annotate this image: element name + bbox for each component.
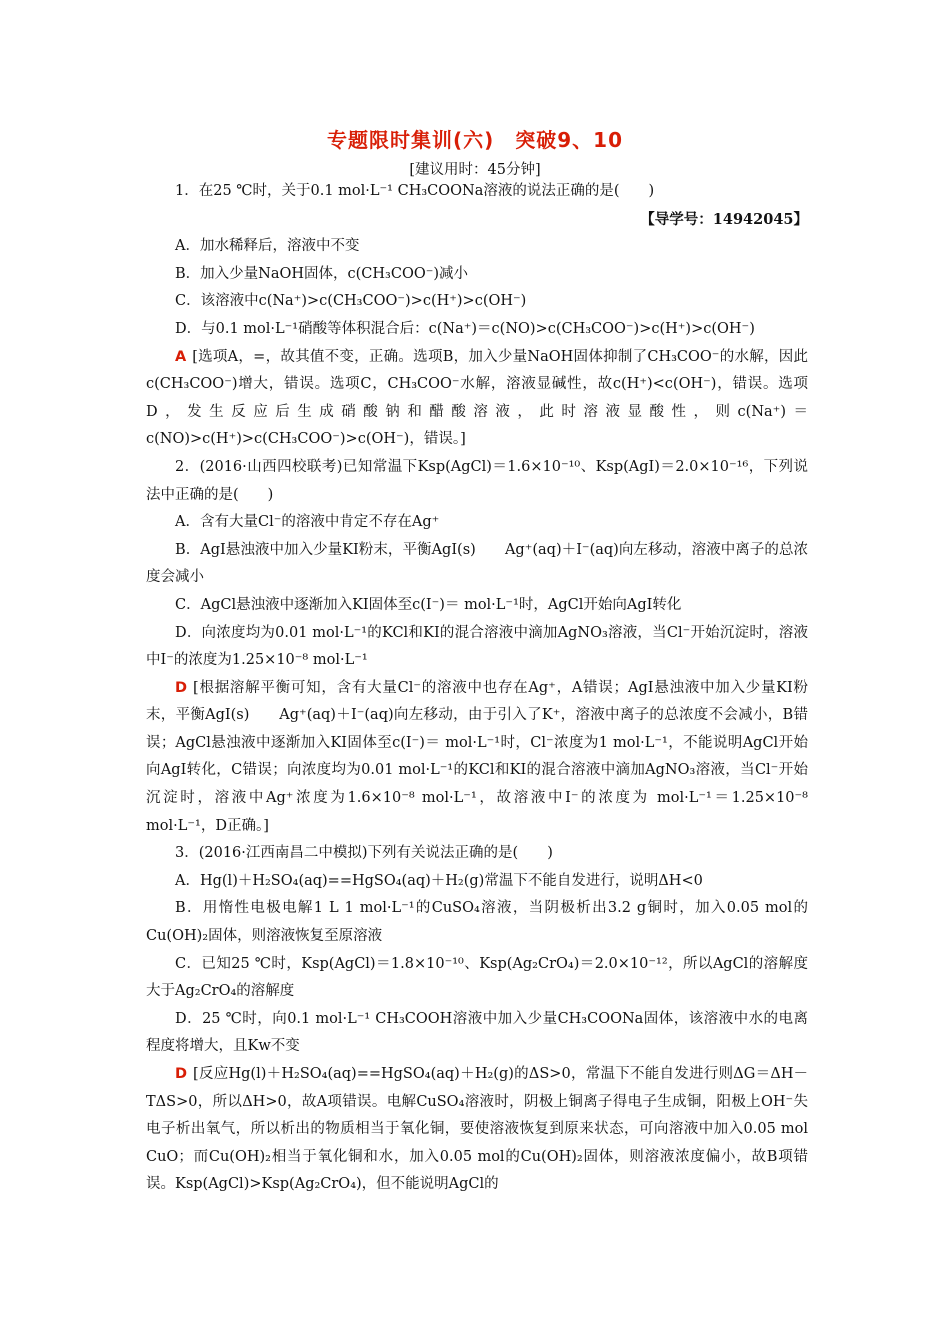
question-line: A．含有大量Cl⁻的溶液中肯定不存在Ag⁺ — [175, 514, 440, 531]
answer-letter: A — [175, 348, 187, 365]
answer-text: [根据溶解平衡可知，含有大量Cl⁻的溶液中也存在Ag⁺，A错误；AgI悬浊液中加入少量KI粉末，平衡AgI(s) Ag⁺(aq)＋I⁻(aq)向左移动，由于引入了K⁺，溶液中离子的总浓度不会减小，B错误；AgCl悬浊液中逐渐加入KI固体至c(I⁻)＝ mol·L⁻¹时，Cl⁻浓度为1 mol·L⁻¹，不能说明AgCl开始向AgI转化，C错误；向浓度均为0.01 mol·L⁻¹的KCl和KI的混合溶液中滴加AgNO₃溶液，当Cl⁻开始沉淀时，溶液中Ag⁺浓度为1.6×10⁻⁸ mol·L⁻¹，故溶液中I⁻的浓度为 mol·L⁻¹＝1.25×10⁻⁸ mol·L⁻¹，D正确。] — [146, 679, 808, 834]
question-line: A．加水稀释后，溶液中不变 — [175, 238, 360, 255]
question-line: C．该溶液中c(Na⁺)>c(CH₃COO⁻)>c(H⁺)>c(OH⁻) — [175, 293, 527, 310]
page-title: 专题限时集训(六) 突破9、10 — [326, 128, 624, 152]
question-line: D．与0.1 mol·L⁻¹硝酸等体积混合后：c(Na⁺)＝c(NO)>c(CH₃COO⁻)>c(H⁺)>c(OH⁻) — [175, 320, 755, 337]
question-line: 2．(2016·山西四校联考)已知常温下Ksp(AgCl)＝1.6×10⁻¹⁰、Ksp(AgI)＝2.0×10⁻¹⁶，下列说法中正确的是( ) — [146, 458, 808, 503]
answer-text: [选项A，=，故其值不变，正确。选项B，加入少量NaOH固体抑制了CH₃COO⁻的水解，因此c(CH₃COO⁻)增大，错误。选项C，CH₃COO⁻水解，溶液显碱性，故c(H⁺)<c(OH⁻)，错误。选项D，发生反应后生成硝酸钠和醋酸溶液，此时溶液显酸性，则c(Na⁺)＝c(NO)>c(H⁺)>c(CH₃COO⁻)>c(OH⁻)，错误。] — [146, 348, 808, 448]
question-line: A．Hg(l)＋H₂SO₄(aq)==HgSO₄(aq)＋H₂(g)常温下不能自发进行，说明ΔH<0 — [175, 872, 703, 889]
question-line: B．AgI悬浊液中加入少量KI粉末，平衡AgI(s) Ag⁺(aq)＋I⁻(aq)向左移动，溶液中离子的总浓度会减小 — [146, 541, 808, 586]
suggested-time: [建议用时：45分钟] — [409, 162, 541, 178]
answer-explanation — [146, 675, 808, 841]
question-line: B．加入少量NaOH固体，c(CH₃COO⁻)减小 — [175, 265, 469, 282]
answer-explanation — [146, 1061, 808, 1199]
question-line: 3．(2016·江西南昌二中模拟)下列有关说法正确的是( ) — [175, 845, 553, 862]
question-line: D．向浓度均为0.01 mol·L⁻¹的KCl和KI的混合溶液中滴加AgNO₃溶液，当Cl⁻开始沉淀时，溶液中I⁻的浓度为1.25×10⁻⁸ mol·L⁻¹ — [146, 624, 808, 669]
question-content — [146, 178, 808, 1199]
answer-letter: D — [175, 679, 188, 696]
question-line: 1．在25 ℃时，关于0.1 mol·L⁻¹ CH₃COONa溶液的说法正确的是( ) — [175, 183, 655, 199]
question-line: C．AgCl悬浊液中逐渐加入KI固体至c(I⁻)＝ mol·L⁻¹时，AgCl开始向AgI转化 — [175, 596, 682, 613]
answer-explanation — [146, 344, 808, 454]
answer-text: [反应Hg(l)＋H₂SO₄(aq)==HgSO₄(aq)＋H₂(g)的ΔS>0，常温下不能自发进行则ΔG＝ΔH－TΔS>0，所以ΔH>0，故A项错误。电解CuSO₄溶液时，阴极上铜离子得电子生成铜，阳极上OH⁻失电子析出氧气，所以析出的物质相当于氧化铜，要使溶液恢复到原来状态，可向溶液中加入0.05 mol CuO；而Cu(OH)₂相当于氧化铜和水，加入0.05 mol的Cu(OH)₂固体，则溶液浓度偏小，故B项错误。Ksp(AgCl)>Ksp(Ag₂CrO₄)，但不能说明AgCl的 — [146, 1066, 808, 1193]
question-line: B．用惰性电极电解1 L 1 mol·L⁻¹的CuSO₄溶液，当阴极析出3.2 g铜时，加入0.05 mol的Cu(OH)₂固体，则溶液恢复至原溶液 — [146, 900, 808, 945]
guide-number: 【导学号：14942045】 — [640, 210, 808, 228]
question-line: D．25 ℃时，向0.1 mol·L⁻¹ CH₃COOH溶液中加入少量CH₃COONa固体，该溶液中水的电离程度将增大，且Kw不变 — [146, 1010, 808, 1055]
question-line: C．已知25 ℃时，Ksp(AgCl)＝1.8×10⁻¹⁰、Ksp(Ag₂CrO₄)＝2.0×10⁻¹²，所以AgCl的溶解度大于Ag₂CrO₄的溶解度 — [146, 955, 808, 1000]
answer-letter: D — [175, 1066, 188, 1082]
